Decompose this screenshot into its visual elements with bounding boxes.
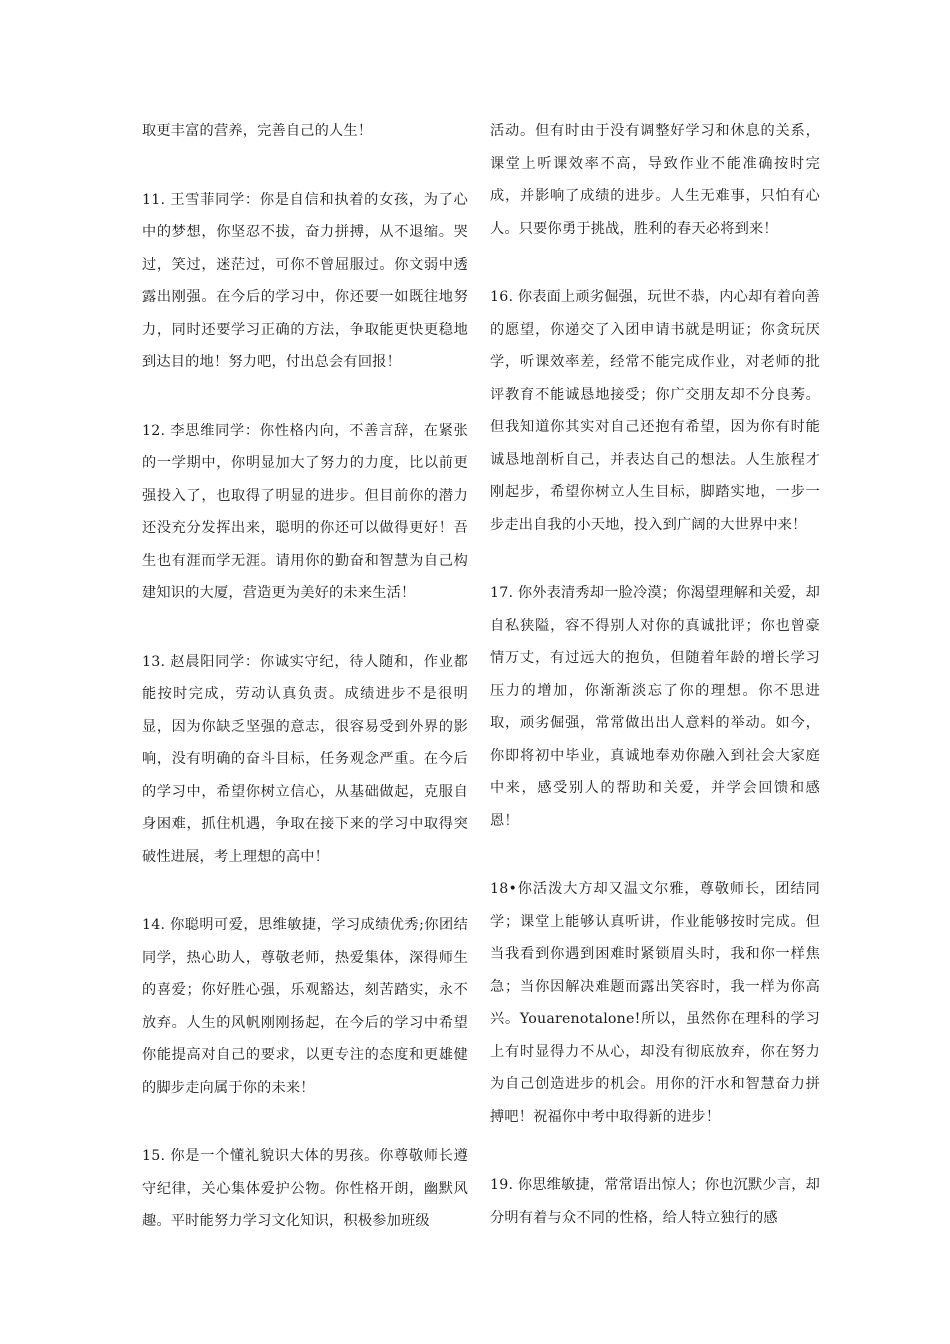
comment-19: 19. 你思维敏捷，常常语出惊人；你也沉默少言，却分明有着与众不同的性格，给人特立独行的感: [490, 1177, 821, 1226]
comment-15-continued: 活动。但有时由于没有调整好学习和休息的关系，课堂上听课效率不高，导致作业不能准确按时完成，并影响了成绩的进步。人生无难事，只怕有心人。只要你勇于挑战，胜利的春天必将到来！: [490, 123, 820, 237]
comment-14: 14. 你聪明可爱，思维敏捷，学习成绩优秀;你团结同学，热心助人，尊敬老师，热爱集体，深得师生的喜爱；你好胜心强，乐观豁达，刻苦踏实，永不放弃。人生的风帆刚刚扬起，在今后的学习中希望你能提高对自己的要求，以更专注的态度和更雄健的脚步走向属于你的未来！: [142, 917, 468, 1096]
comment-11: 11. 王雪菲同学：你是自信和执着的女孩，为了心中的梦想，你坚忍不拔，奋力拼搏，从不退缩。哭过，笑过，迷茫过，可你不曾屈服过。你文弱中透露出刚强。在今后的学习中，你还要一如既往地努力，同时还要学习正确的方法，争取能更快更稳地到达目的地！努力吧，付出总会有回报！: [142, 191, 468, 370]
comment-18: 18•你活泼大方却又温文尔雅，尊敬师长，团结同学；课堂上能够认真听讲，作业能够按时完成。但当我看到你遇到困难时紧锁眉头时，我和你一样焦急；当你因解决难题而露出笑容时，我一样为你高兴。Youarenotalone!所以，虽然你在理科的学习上有时显得力不从心，却没有彻底放弃，你在努力为自己创造进步的机会。用你的汗水和智慧奋力拼搏吧！祝福你中考中取得新的进步！: [490, 881, 820, 1125]
paragraph-continuation: 取更丰富的营养，完善自己的人生！: [142, 123, 373, 139]
comment-12: 12. 李思维同学：你性格内向，不善言辞，在紧张的一学期中，你明显加大了努力的力度，比以前更强投入了，也取得了明显的进步。但目前你的潜力还没充分发挥出来，聪明的你还可以做得更好！吾生也有涯而学无涯。请用你的勤奋和智慧为自己构建知识的大厦，营造更为美好的未来生活！: [142, 422, 468, 601]
comment-17: 17. 你外表清秀却一脸冷漠；你渴望理解和关爱，却自私狭隘，容不得别人对你的真诚批评；你也曾豪情万丈，有过远大的抱负，但随着年龄的增长学习压力的增加，你渐渐淡忘了你的理想。你不思进取，顽劣倔强，常常做出出人意料的举动。如今，你即将初中毕业，真诚地奉劝你融入到社会大家庭中来，感受别人的帮助和关爱，并学会回馈和感恩！: [490, 585, 821, 829]
comment-15: 15. 你是一个懂礼貌识大体的男孩。你尊敬师长遵守纪律，关心集体爱护公物。你性格开朗，幽默风趣。平时能努力学习文化知识，积极参加班级: [142, 1148, 468, 1229]
right-column: [490, 115, 820, 1234]
left-column: [142, 115, 468, 1238]
comment-13: 13. 赵晨阳同学：你诚实守纪，待人随和，作业都能按时完成，劳动认真负责。成绩进步不是很明显，因为你缺乏坚强的意志，很容易受到外界的影响，没有明确的奋斗目标，任务观念严重。在今后的学习中，希望你树立信心，从基础做起，克服自身困难，抓住机遇，争取在接下来的学习中取得突破性进展，考上理想的高中！: [142, 653, 468, 865]
comment-16: 16. 你表面上顽劣倔强，玩世不恭，内心却有着向善的愿望，你递交了入团申请书就是明证；你贪玩厌学，听课效率差，经常不能完成作业，对老师的批评教育不能诚恳地接受；你广交朋友却不分良莠。但我知道你其实对自己还抱有希望，因为你有时能诚恳地剖析自己，并表达自己的想法。人生旅程才刚起步，希望你树立人生目标，脚踏实地，一步一步走出自我的小天地，投入到广阔的大世界中来！: [490, 289, 821, 533]
